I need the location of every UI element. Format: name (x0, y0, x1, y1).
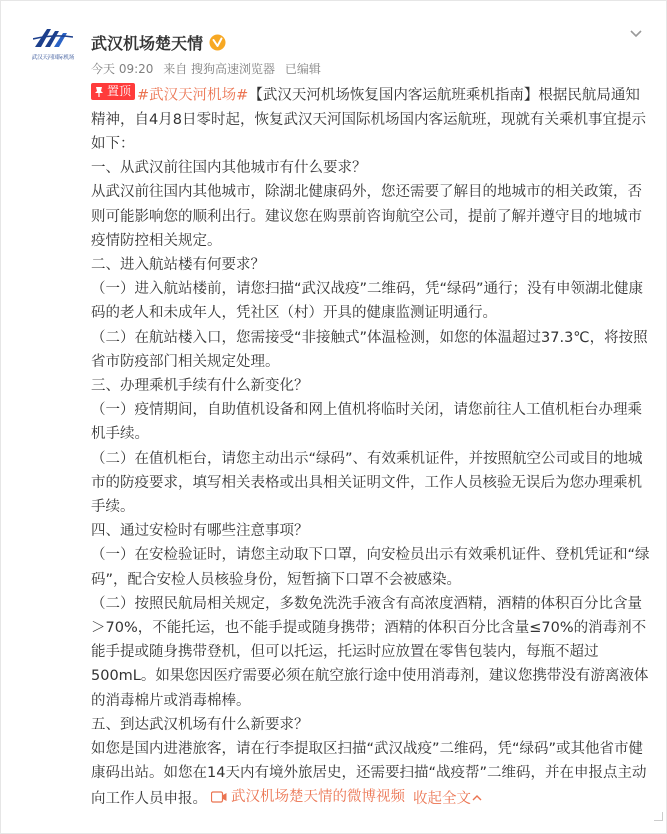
collapse-arrow-icon (471, 793, 483, 803)
section-heading-3: 三、办理乘机手续有什么新变化？ (91, 377, 309, 394)
paragraph-2-2: （二）在航站楼入口，您需接受“非接触式”体温检测，如您的体温超过37.3℃，将按照省市防疫部门相关规定处理。 (91, 329, 648, 370)
post-content (91, 83, 651, 812)
collapse-button[interactable] (413, 791, 483, 807)
paragraph-5-text: 如您是国内进港旅客，请在行李提取区扫描“武汉战疫”二维码，凭“绿码”或其他省市健康码出站。如您在14天内有境外旅居史，还需要扫描“战疫帮”二维码，并在申报点主动向工作人员申报。 (91, 740, 647, 808)
paragraph-4-2: （二）按照民航局相关规定，多数免洗洗手液含有高浓度酒精，酒精的体积百分比含量＞70%，不能托运，也不能手提或随身携带；酒精的体积百分比含量≤70%的消毒剂不能手提或随身携带登机，但可以托运，托运时应放置在零售包装内，每瓶不超过500mL。如果您因医疗需要必须在航空旅行途中使用消毒剂，建议您携带没有游离液体的消毒棉片或消毒棉棒。 (91, 595, 649, 709)
pin-label: 置顶 (107, 84, 132, 99)
video-link[interactable] (207, 785, 405, 809)
post-time[interactable]: 今天 09:20 (91, 62, 154, 76)
video-link-text[interactable]: 武汉机场楚天情的微博视频 (231, 789, 405, 806)
post-meta (91, 60, 327, 77)
paragraph-5 (91, 737, 651, 812)
collapse-label[interactable]: 收起全文 (413, 791, 471, 808)
lead-paragraph (91, 83, 651, 156)
paragraph-2-1: （一）进入航站楼前，请您扫描“武汉战疫”二维码，凭“绿码”通行；没有申领湖北健康码的老人和未成年人，凭社区（村）开具的健康监测证明通行。 (91, 281, 644, 322)
paragraph-3-1: （一）疫情期间，自助值机设备和网上值机将临时关闭，请您前往人工值机柜台办理乘机手续。 (91, 402, 642, 443)
paragraph-3-2: （二）在值机柜台，请您主动出示“绿码”、有效乘机证件，并按照航空公司或目的地城市的防疫要求，填写相关表格或出具相关证明文件，工作人员核验无误后为您办理乘机手续。 (91, 450, 643, 515)
avatar[interactable] (31, 25, 75, 69)
lead-text: 【武汉天河机场恢复国内客运航班乘机指南】根据民航局通知精神，自4月8日零时起，恢复武汉天河国际机场国内客运航班，现就有关乘机事宜提示如下： (91, 87, 646, 152)
section-heading-5: 五、到达武汉机场有什么新要求？ (91, 716, 309, 733)
paragraph-4-1: （一）在安检验证时，请您主动取下口罩，向安检员出示有效乘机证件、登机凭证和“绿码”，配合安检人员核验身份，短暂摘下口罩不会被感染。 (91, 547, 650, 588)
avatar-caption: 武汉天河国际机场 (31, 55, 75, 61)
scroll-corner-mark (654, 812, 663, 821)
pin-icon (93, 86, 105, 98)
username-text[interactable]: 武汉机场楚天情 (91, 34, 204, 53)
username[interactable] (91, 31, 226, 54)
paragraph-1: 从武汉前往国内其他城市，除湖北健康码外，您还需要了解目的地城市的相关政策，否则可能影响您的顺利出行。建议您在购票前咨询航空公司，提前了解并遵守目的地城市疫情防控相关规定。 (91, 184, 642, 249)
airport-logo-icon (33, 25, 73, 51)
verified-badge-icon (209, 34, 226, 51)
hashtag-link[interactable]: #武汉天河机场# (137, 87, 249, 104)
pin-badge (91, 83, 135, 100)
section-heading-4: 四、通过安检时有哪些注意事项？ (91, 523, 309, 540)
section-heading-1: 一、从武汉前往国内其他城市有什么要求？ (91, 160, 367, 177)
section-heading-2: 二、进入航站楼有何要求？ (91, 256, 265, 273)
video-icon (211, 791, 227, 803)
post-source: 来自 搜狗高速浏览器 (163, 62, 276, 76)
chevron-down-icon[interactable] (628, 25, 644, 41)
edited-label[interactable]: 已编辑 (284, 62, 321, 76)
